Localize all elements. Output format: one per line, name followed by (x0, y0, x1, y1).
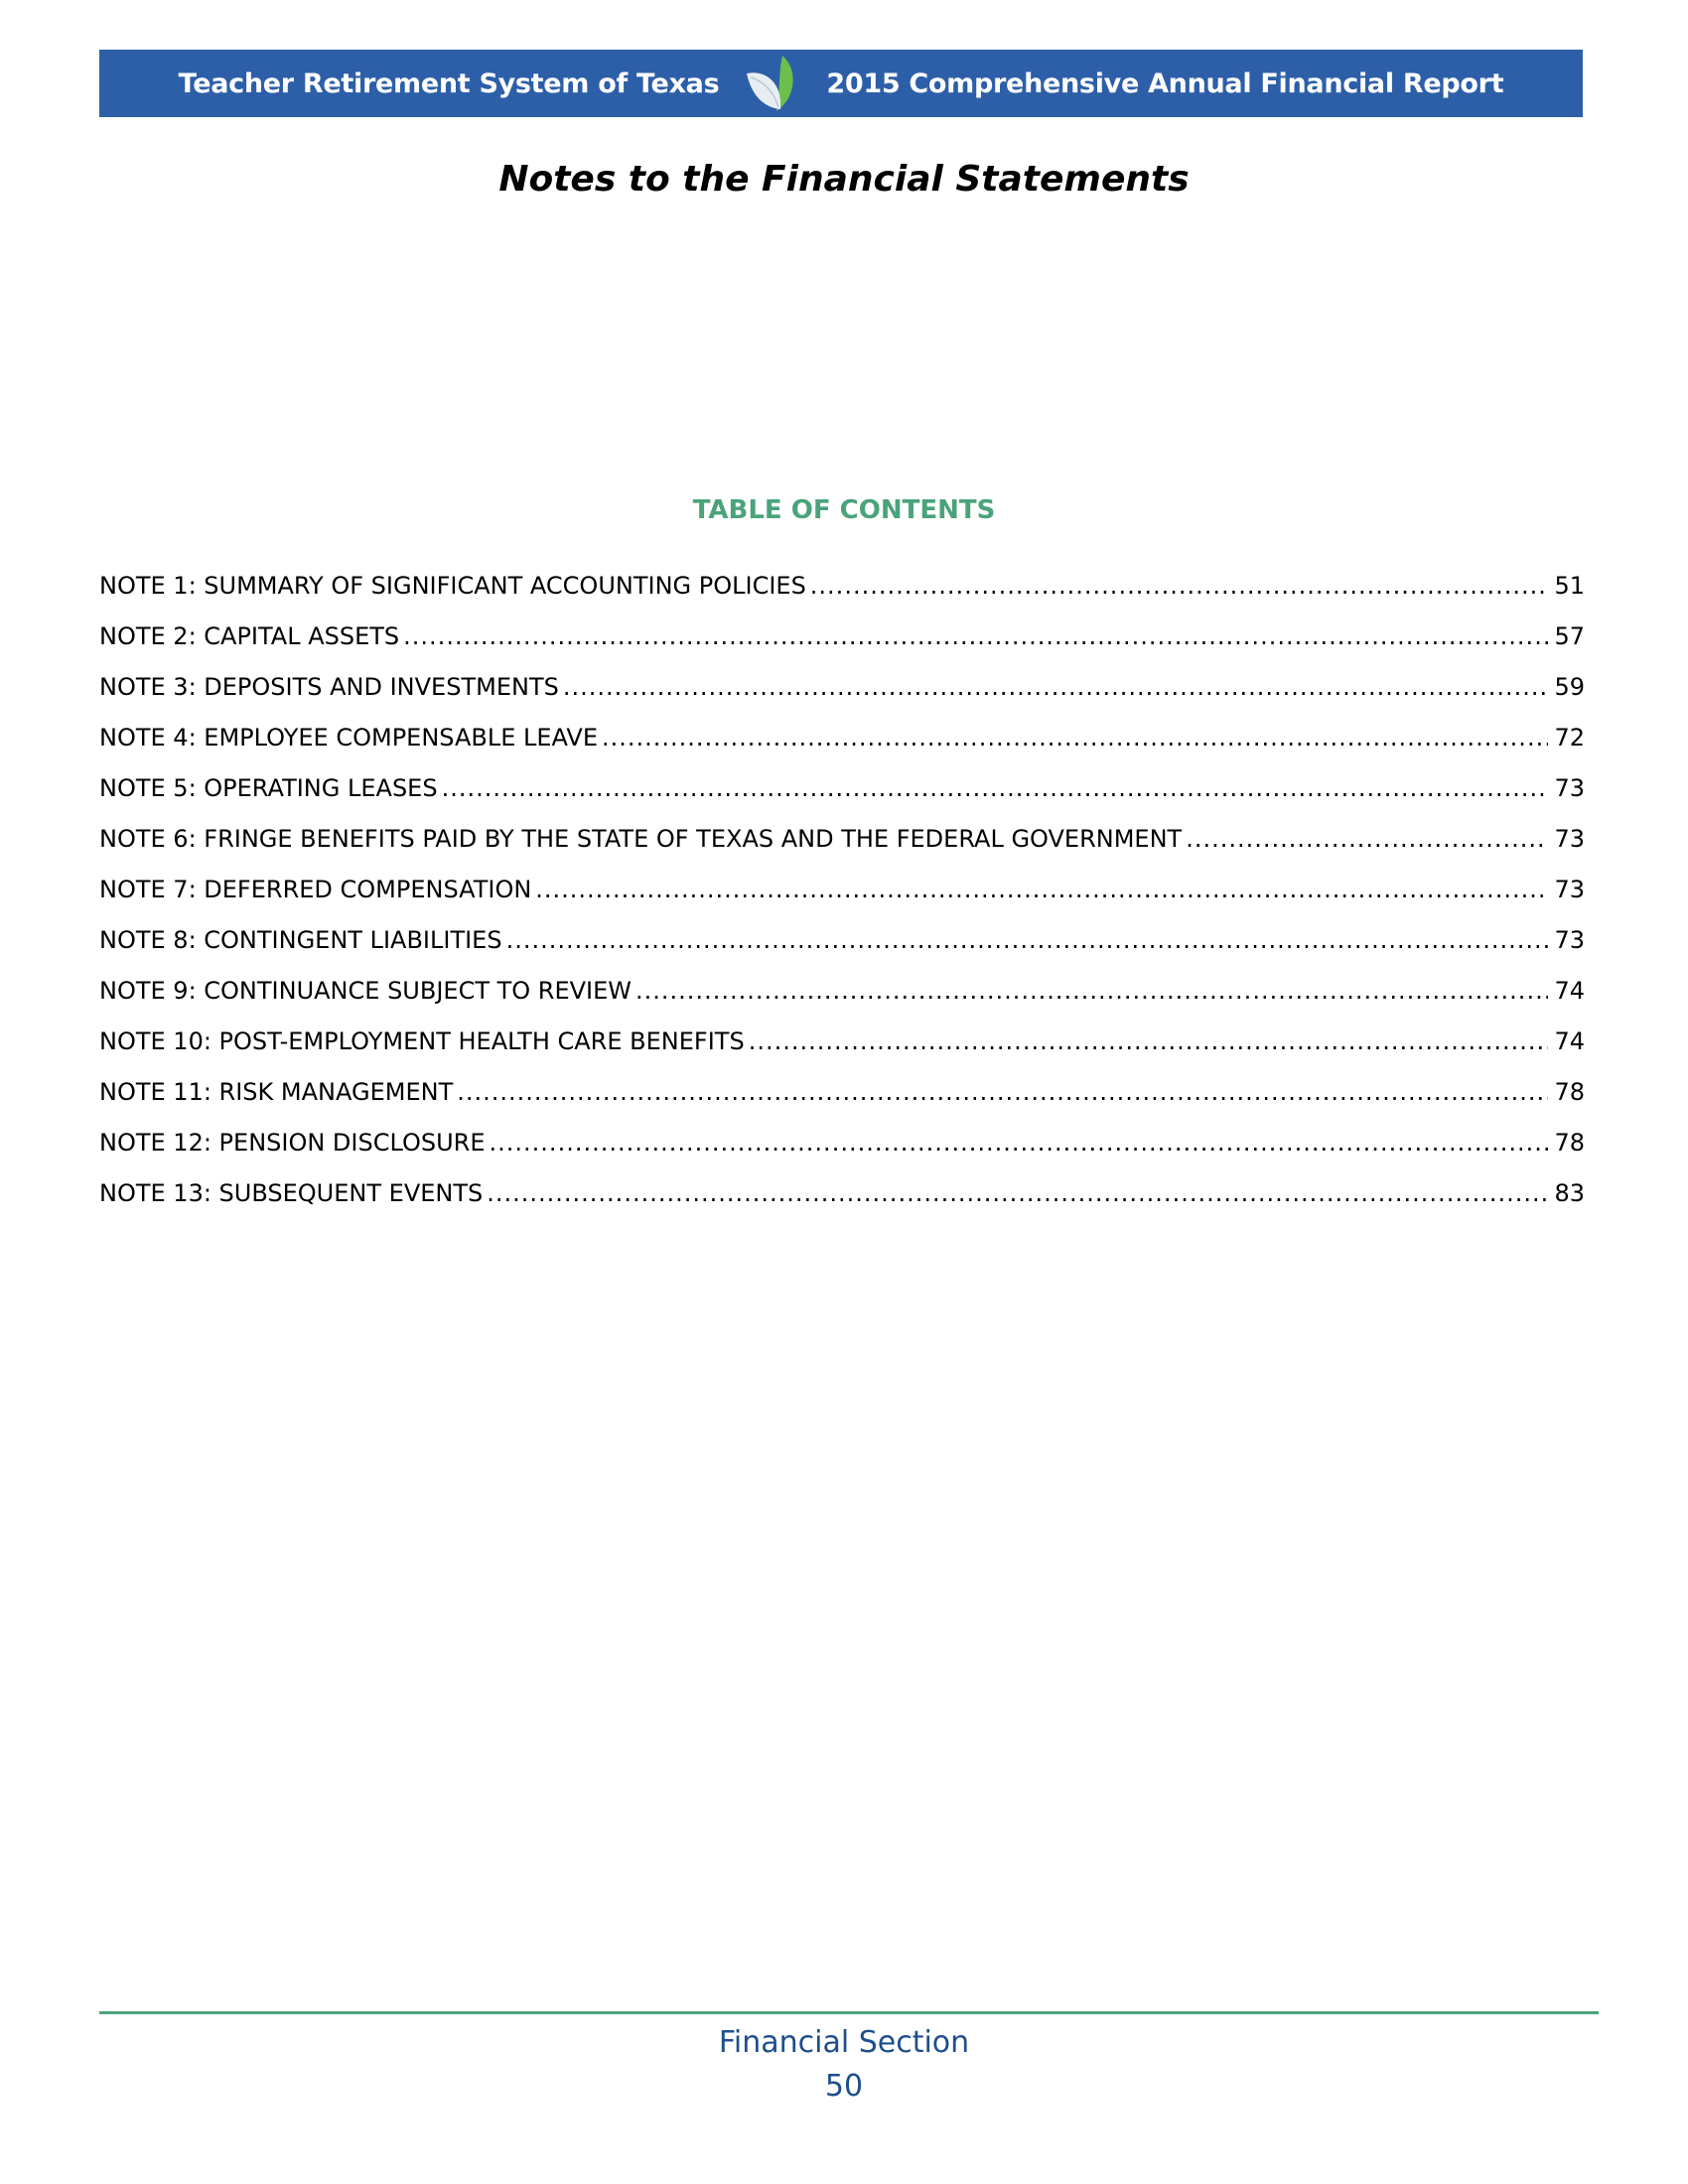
toc-entry-label: NOTE 7: DEFERRED COMPENSATION (99, 876, 532, 903)
toc-entry-page: 72 (1554, 724, 1585, 751)
dot-leader (457, 1078, 1548, 1106)
dot-leader (1186, 825, 1548, 853)
toc-entry-label: NOTE 1: SUMMARY OF SIGNIFICANT ACCOUNTING POLICIES (99, 572, 806, 600)
toc-entry-label: NOTE 9: CONTINUANCE SUBJECT TO REVIEW (99, 977, 633, 1005)
toc-entry-note-6[interactable] (99, 825, 1585, 876)
toc-heading: TABLE OF CONTENTS (692, 495, 996, 525)
toc-entry-note-5[interactable] (99, 774, 1585, 825)
toc-entry-note-13[interactable] (99, 1179, 1585, 1230)
toc-entry-note-2[interactable] (99, 622, 1585, 673)
toc-entry-note-9[interactable] (99, 977, 1585, 1027)
toc-entry-label: NOTE 11: RISK MANAGEMENT (99, 1078, 454, 1106)
dot-leader (563, 673, 1549, 701)
dot-leader (635, 977, 1548, 1005)
toc-entry-note-4[interactable] (99, 724, 1585, 774)
dot-leader (403, 622, 1548, 650)
toc-entry-label: NOTE 8: CONTINGENT LIABILITIES (99, 926, 502, 954)
toc-entry-note-3[interactable] (99, 673, 1585, 724)
toc-entry-label: NOTE 2: CAPITAL ASSETS (99, 622, 400, 650)
toc-entry-page: 74 (1554, 1027, 1585, 1055)
footer-page-number: 50 (824, 2069, 864, 2104)
dot-leader (490, 1129, 1549, 1157)
toc-entry-page: 78 (1554, 1078, 1585, 1106)
header-report-title: 2015 Comprehensive Annual Financial Report (826, 68, 1504, 99)
footer-divider (99, 2011, 1599, 2014)
toc-entry-page: 73 (1554, 825, 1585, 853)
toc-entry-note-8[interactable] (99, 926, 1585, 977)
toc-entry-label: NOTE 6: FRINGE BENEFITS PAID BY THE STATE OF TEXAS AND THE FEDERAL GOVERNMENT (99, 825, 1183, 853)
toc-entry-label: NOTE 3: DEPOSITS AND INVESTMENTS (99, 673, 559, 701)
toc-entry-page: 57 (1554, 622, 1585, 650)
page-title: Notes to the Financial Statements (498, 159, 1190, 200)
toc-entry-label: NOTE 5: OPERATING LEASES (99, 774, 438, 802)
toc-entry-label: NOTE 10: POST-EMPLOYMENT HEALTH CARE BENEFITS (99, 1027, 745, 1055)
toc-entry-label: NOTE 4: EMPLOYEE COMPENSABLE LEAVE (99, 724, 599, 751)
dot-leader (602, 724, 1548, 751)
dot-leader (749, 1027, 1549, 1055)
dot-leader (487, 1179, 1548, 1207)
toc-entry-note-11[interactable] (99, 1078, 1585, 1129)
toc-entry-page: 74 (1554, 977, 1585, 1005)
toc-entry-note-12[interactable] (99, 1129, 1585, 1179)
toc-entry-page: 73 (1554, 926, 1585, 954)
toc-entry-label: NOTE 12: PENSION DISCLOSURE (99, 1129, 486, 1157)
toc-entry-note-7[interactable] (99, 876, 1585, 926)
toc-entry-note-10[interactable] (99, 1027, 1585, 1078)
toc-entry-page: 78 (1554, 1129, 1585, 1157)
toc-entry-page: 73 (1554, 876, 1585, 903)
report-header-band (99, 50, 1583, 117)
toc-entry-page: 83 (1554, 1179, 1585, 1207)
toc-entry-page: 73 (1554, 774, 1585, 802)
dot-leader (506, 926, 1549, 954)
toc-entry-note-1[interactable] (99, 572, 1585, 622)
toc-entry-page: 51 (1554, 572, 1585, 600)
toc-entry-page: 59 (1554, 673, 1585, 701)
dot-leader (535, 876, 1548, 903)
dot-leader (810, 572, 1549, 600)
leaf-logo-icon (743, 52, 802, 115)
dot-leader (442, 774, 1549, 802)
header-organization-name: Teacher Retirement System of Texas (178, 68, 720, 99)
toc-entry-label: NOTE 13: SUBSEQUENT EVENTS (99, 1179, 484, 1207)
footer-section-label: Financial Section (718, 2025, 970, 2060)
table-of-contents (99, 572, 1585, 1230)
